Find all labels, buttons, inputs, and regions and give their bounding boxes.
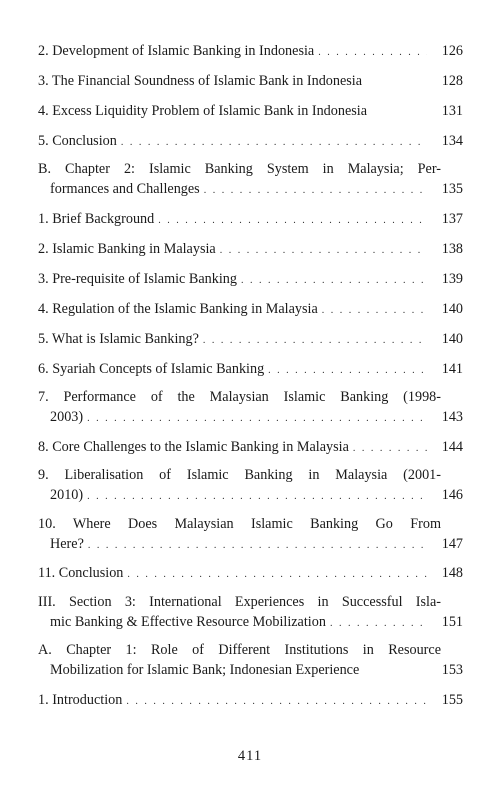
toc-entry [38,359,463,380]
toc-entry-title: Here? [50,536,84,552]
toc-entry-line [38,593,463,612]
toc-entry-title: 5. Conclusion [38,133,117,149]
toc-entry-line [38,329,463,350]
toc-entry-page-number: 128 [441,73,463,89]
dot-leader [318,42,427,63]
toc-entry [38,131,463,152]
dot-leader [126,691,427,712]
toc-entry [38,299,463,320]
toc-entry [38,563,463,584]
toc-entry-line [38,131,463,152]
toc-entry-line [38,515,463,534]
toc-entry-title: 4. Regulation of the Islamic Banking in Malaysia [38,301,318,317]
toc-entry-line [38,71,463,92]
toc-entry [38,515,463,555]
toc-entry [38,101,463,122]
table-of-contents [38,32,463,711]
toc-entry [38,641,463,681]
toc-entry-page-number: 141 [441,361,463,377]
toc-entry-line [38,437,463,458]
toc-entry-page-number: 131 [441,103,463,119]
toc-entry-title: 7. Performance of the Malaysian Islamic Banking (1998- [38,389,441,405]
toc-entry [38,41,463,62]
toc-entry-page-number: 146 [441,487,463,503]
toc-entry-page-number: 153 [441,662,463,678]
toc-entry [38,71,463,92]
toc-entry [38,690,463,711]
toc-entry [38,437,463,458]
dot-leader [87,486,427,507]
toc-entry-line [38,101,463,122]
toc-entry-page-number: 148 [441,565,463,581]
toc-entry-line [38,388,463,407]
toc-entry-title: 11. Conclusion [38,565,124,581]
toc-entry-title: 8. Core Challenges to the Islamic Banking in Malaysia [38,439,349,455]
toc-entry-title: A. Chapter 1: Role of Different Institutions in Resource [38,642,441,658]
dot-leader [204,180,427,201]
toc-entry-page-number: 144 [441,439,463,455]
toc-entry-title: mic Banking & Effective Resource Mobilization [50,614,326,630]
toc-entry-title: 5. What is Islamic Banking? [38,331,199,347]
toc-entry [38,269,463,290]
toc-entry-line [38,359,463,380]
toc-entry-title: 2. Development of Islamic Banking in Indonesia [38,43,315,59]
toc-entry-line [38,299,463,320]
toc-entry-line [38,612,463,633]
dot-leader [203,330,427,351]
toc-entry-title: III. Section 3: International Experiences in Successful Isla- [38,594,441,610]
toc-entry-title: Mobilization for Islamic Bank; Indonesian Experience [50,662,360,678]
dot-leader [127,564,427,585]
toc-entry-title: 3. The Financial Soundness of Islamic Bank in Indonesia [38,73,363,89]
toc-entry-page-number: 135 [441,181,463,197]
toc-entry-page-number: 147 [441,536,463,552]
toc-entry-line [38,534,463,555]
toc-entry-line [38,209,463,230]
dot-leader [158,210,427,231]
toc-entry-page-number: 155 [441,692,463,708]
toc-entry [38,239,463,260]
toc-entry-line [38,239,463,260]
toc-entry-page-number: 143 [441,409,463,425]
toc-entry-page-number: 137 [441,211,463,227]
toc-entry-line [38,690,463,711]
toc-entry-line [38,269,463,290]
toc-entry-title: formances and Challenges [50,181,200,197]
toc-entry-line [38,485,463,506]
dot-leader [121,132,427,153]
toc-entry-title: 2. Islamic Banking in Malaysia [38,241,216,257]
toc-entry-line [38,641,463,660]
dot-leader [353,438,427,459]
toc-entry [38,593,463,633]
dot-leader [241,270,427,291]
toc-entry-page-number: 138 [441,241,463,257]
dot-leader [322,300,427,321]
toc-entry-title: 1. Brief Background [38,211,155,227]
toc-entry [38,466,463,506]
toc-entry [38,209,463,230]
toc-entry [38,329,463,350]
toc-entry-line [38,466,463,485]
toc-entry-title: 1. Introduction [38,692,123,708]
toc-entry-title: 2010) [50,487,84,503]
toc-entry-line [38,407,463,428]
toc-entry-title: 2003) [50,409,84,425]
dot-leader [220,240,427,261]
toc-entry-title: 6. Syariah Concepts of Islamic Banking [38,361,265,377]
toc-entry-title: 9. Liberalisation of Islamic Banking in Malaysia (2001- [38,467,441,483]
toc-entry [38,388,463,428]
toc-entry-title: B. Chapter 2: Islamic Banking System in Malaysia; Per- [38,161,441,177]
dot-leader [87,408,427,429]
toc-entry-line [38,563,463,584]
toc-entry [38,160,463,200]
dot-leader [330,613,427,634]
toc-entry-page-number: 151 [441,614,463,630]
toc-entry-title: 4. Excess Liquidity Problem of Islamic Bank in Indonesia [38,103,368,119]
toc-entry-page-number: 139 [441,271,463,287]
dot-leader [268,360,427,381]
toc-entry-line [38,41,463,62]
toc-entry-line [38,160,463,179]
toc-entry-title: 10. Where Does Malaysian Islamic Banking Go From [38,516,441,532]
toc-entry-line [38,660,463,681]
toc-entry-page-number: 134 [441,133,463,149]
toc-entry-line [38,179,463,200]
toc-entry-title: 3. Pre-requisite of Islamic Banking [38,271,237,287]
toc-entry-page-number: 126 [441,43,463,59]
toc-entry-page-number: 140 [441,331,463,347]
page-number-footer: 411 [237,748,263,764]
toc-entry-page-number: 140 [441,301,463,317]
dot-leader [88,535,427,556]
